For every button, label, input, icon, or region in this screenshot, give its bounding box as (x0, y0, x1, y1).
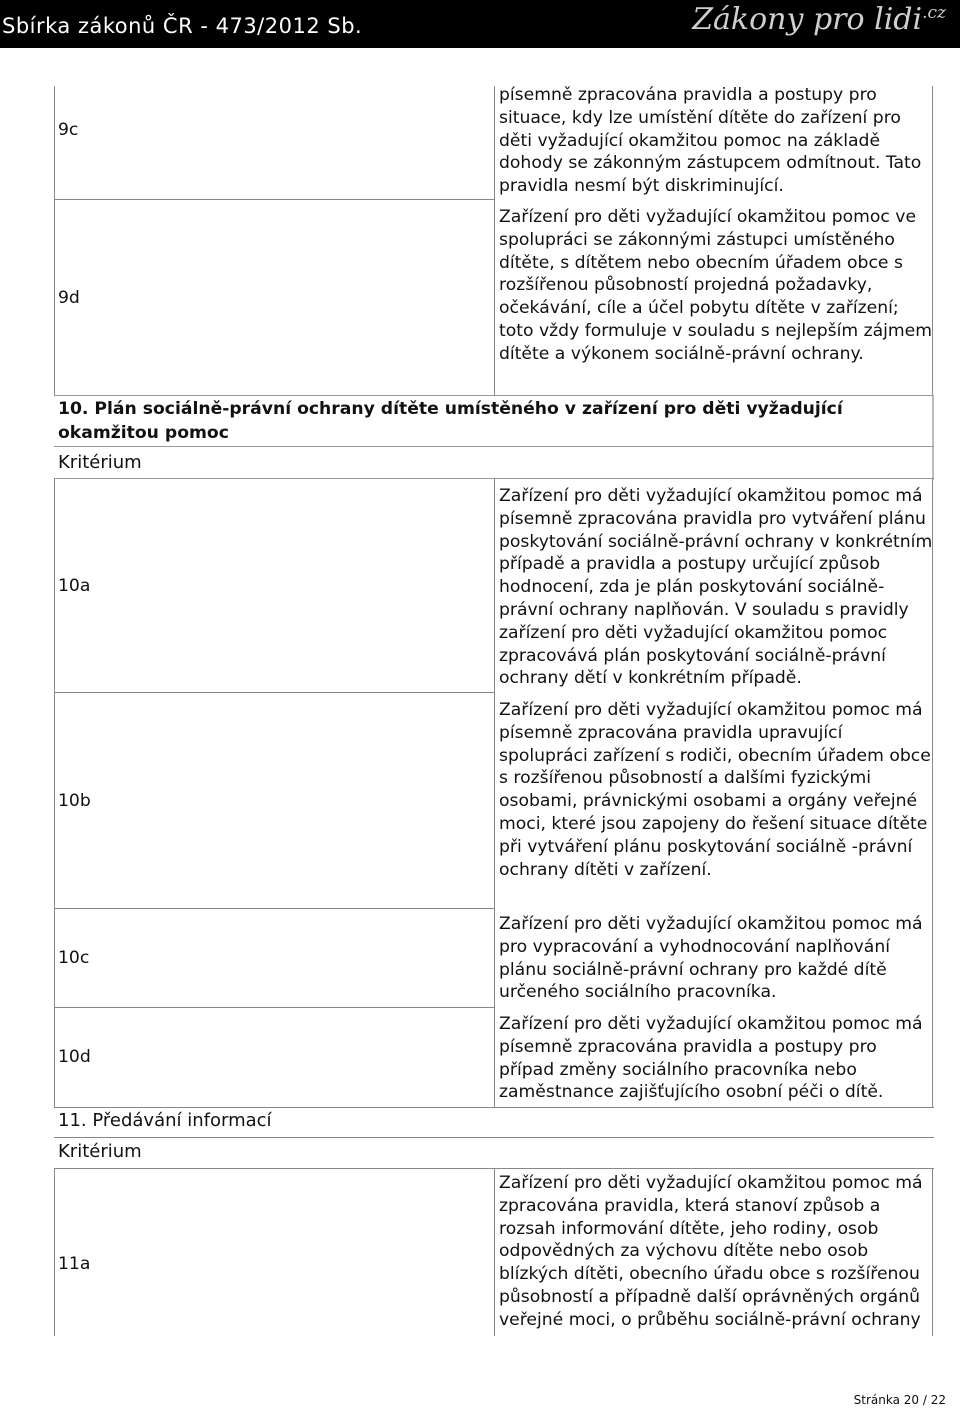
table-column-divider-top (494, 86, 495, 396)
table-left-border-bottom (54, 1168, 55, 1336)
row-text-11a: Zařízení pro děti vyžadující okamžitou pomoc má zpracována pravidla, která stanoví způsob a rozsah informování dítěte, jeho rodiny, osob odpovědných za výchovu dítěte nebo osob blízkých dítěti, obecního úřadu obce s rozšířenou působností a případně další oprávněných orgánů veřejné moci, o průběhu sociálně-právní ochrany (499, 1173, 923, 1330)
row-code-10a: 10a (58, 576, 91, 596)
row-separator-10a-10b (54, 692, 494, 693)
row-separator-10b-10c (54, 908, 494, 909)
row-code-10c: 10c (58, 948, 90, 968)
section-11-top (54, 1107, 934, 1108)
row-code-9d: 9d (58, 288, 80, 308)
section-11-header-bottom (54, 1168, 934, 1169)
row-code-10b: 10b (58, 791, 91, 811)
site-logo[interactable] (692, 2, 946, 37)
row-code-11a: 11a (58, 1254, 91, 1274)
table-column-divider-bottom (494, 1168, 495, 1336)
row-text-10c: Zařízení pro děti vyžadující okamžitou pomoc má pro vypracování a vyhodnocování naplňování plánu sociálně-právní ochrany pro každé dítě určeného sociálního pracovníka. (499, 914, 923, 1003)
section-11-column-header: Kritérium (58, 1141, 142, 1162)
section-10-title: 10. Plán sociálně-právní ochrany dítěte umístěného v zařízení pro děti vyžadující okamžitou pomoc (58, 399, 843, 443)
row-text-10d: Zařízení pro děti vyžadující okamžitou pomoc má písemně zpracována pravidla a postupy pro případ změny sociálního pracovníka nebo zaměstnance zajišťujícího osobní péči o dítě. (499, 1014, 923, 1103)
section-11-title-bottom (54, 1137, 934, 1138)
page-number: Stránka 20 / 22 (853, 1393, 946, 1407)
table-column-divider-mid (494, 478, 495, 1108)
row-code-10d: 10d (58, 1047, 91, 1067)
document-header (0, 0, 960, 48)
row-text-10a: Zařízení pro děti vyžadující okamžitou pomoc má písemně zpracována pravidla pro vytváření plánu poskytování sociálně-právní ochrany v konkrétním případě a pravidla a postupy určující způsob hodnocení, zda je plán poskytování sociálně-právní ochrany naplňován. V souladu s pravidly zařízení pro děti vyžadující okamžitou pomoc zpracovává plán poskytování sociálně-právní ochrany dětí v konkrétním případě. (499, 486, 933, 689)
site-logo-text: Zákony pro lidi (692, 2, 923, 37)
row-separator-9c-9d (54, 199, 494, 200)
section-10-header-bottom (54, 446, 934, 447)
row-separator-10c-10d (54, 1007, 494, 1008)
section-11-title: 11. Předávání informací (58, 1110, 272, 1131)
row-text-9c: písemně zpracována pravidla a postupy pro situace, kdy lze umístění dítěte do zařízení pro děti vyžadující okamžitou pomoc na základě dohody se zákonným zástupcem odmítnout. Tato pravidla nesmí být diskriminující. (499, 85, 922, 197)
section-10-column-header: Kritérium (58, 452, 142, 473)
site-logo-suffix: .cz (922, 3, 946, 23)
row-text-10b: Zařízení pro děti vyžadující okamžitou pomoc má písemně zpracována pravidla upravující spolupráci zařízení s rodiči, obecním úřadem obce s rozšířenou působností a dalšími fyzickými osobami, právnickými osobami a orgány veřejné moci, které jsou zapojeny do řešení situace dítěte při vytváření plánu poskytování sociálně -právní ochrany dítěti v zařízení. (499, 700, 931, 880)
row-code-9c: 9c (58, 120, 79, 140)
row-text-9d: Zařízení pro děti vyžadující okamžitou pomoc ve spolupráci se zákonnými zástupci umístěného dítěte, s dítětem nebo obecním úřadem obce s rozšířenou působností projedná požadavky, očekávání, cíle a účel pobytu dítěte v zařízení; toto vždy formuluje v souladu s nejlepším zájmem dítěte a výkonem sociálně-právní ochrany. (499, 207, 932, 364)
table-left-border-mid (54, 478, 55, 1108)
table-left-border-top (54, 86, 55, 396)
document-title: Sbírka zákonů ČR - 473/2012 Sb. (2, 14, 363, 38)
